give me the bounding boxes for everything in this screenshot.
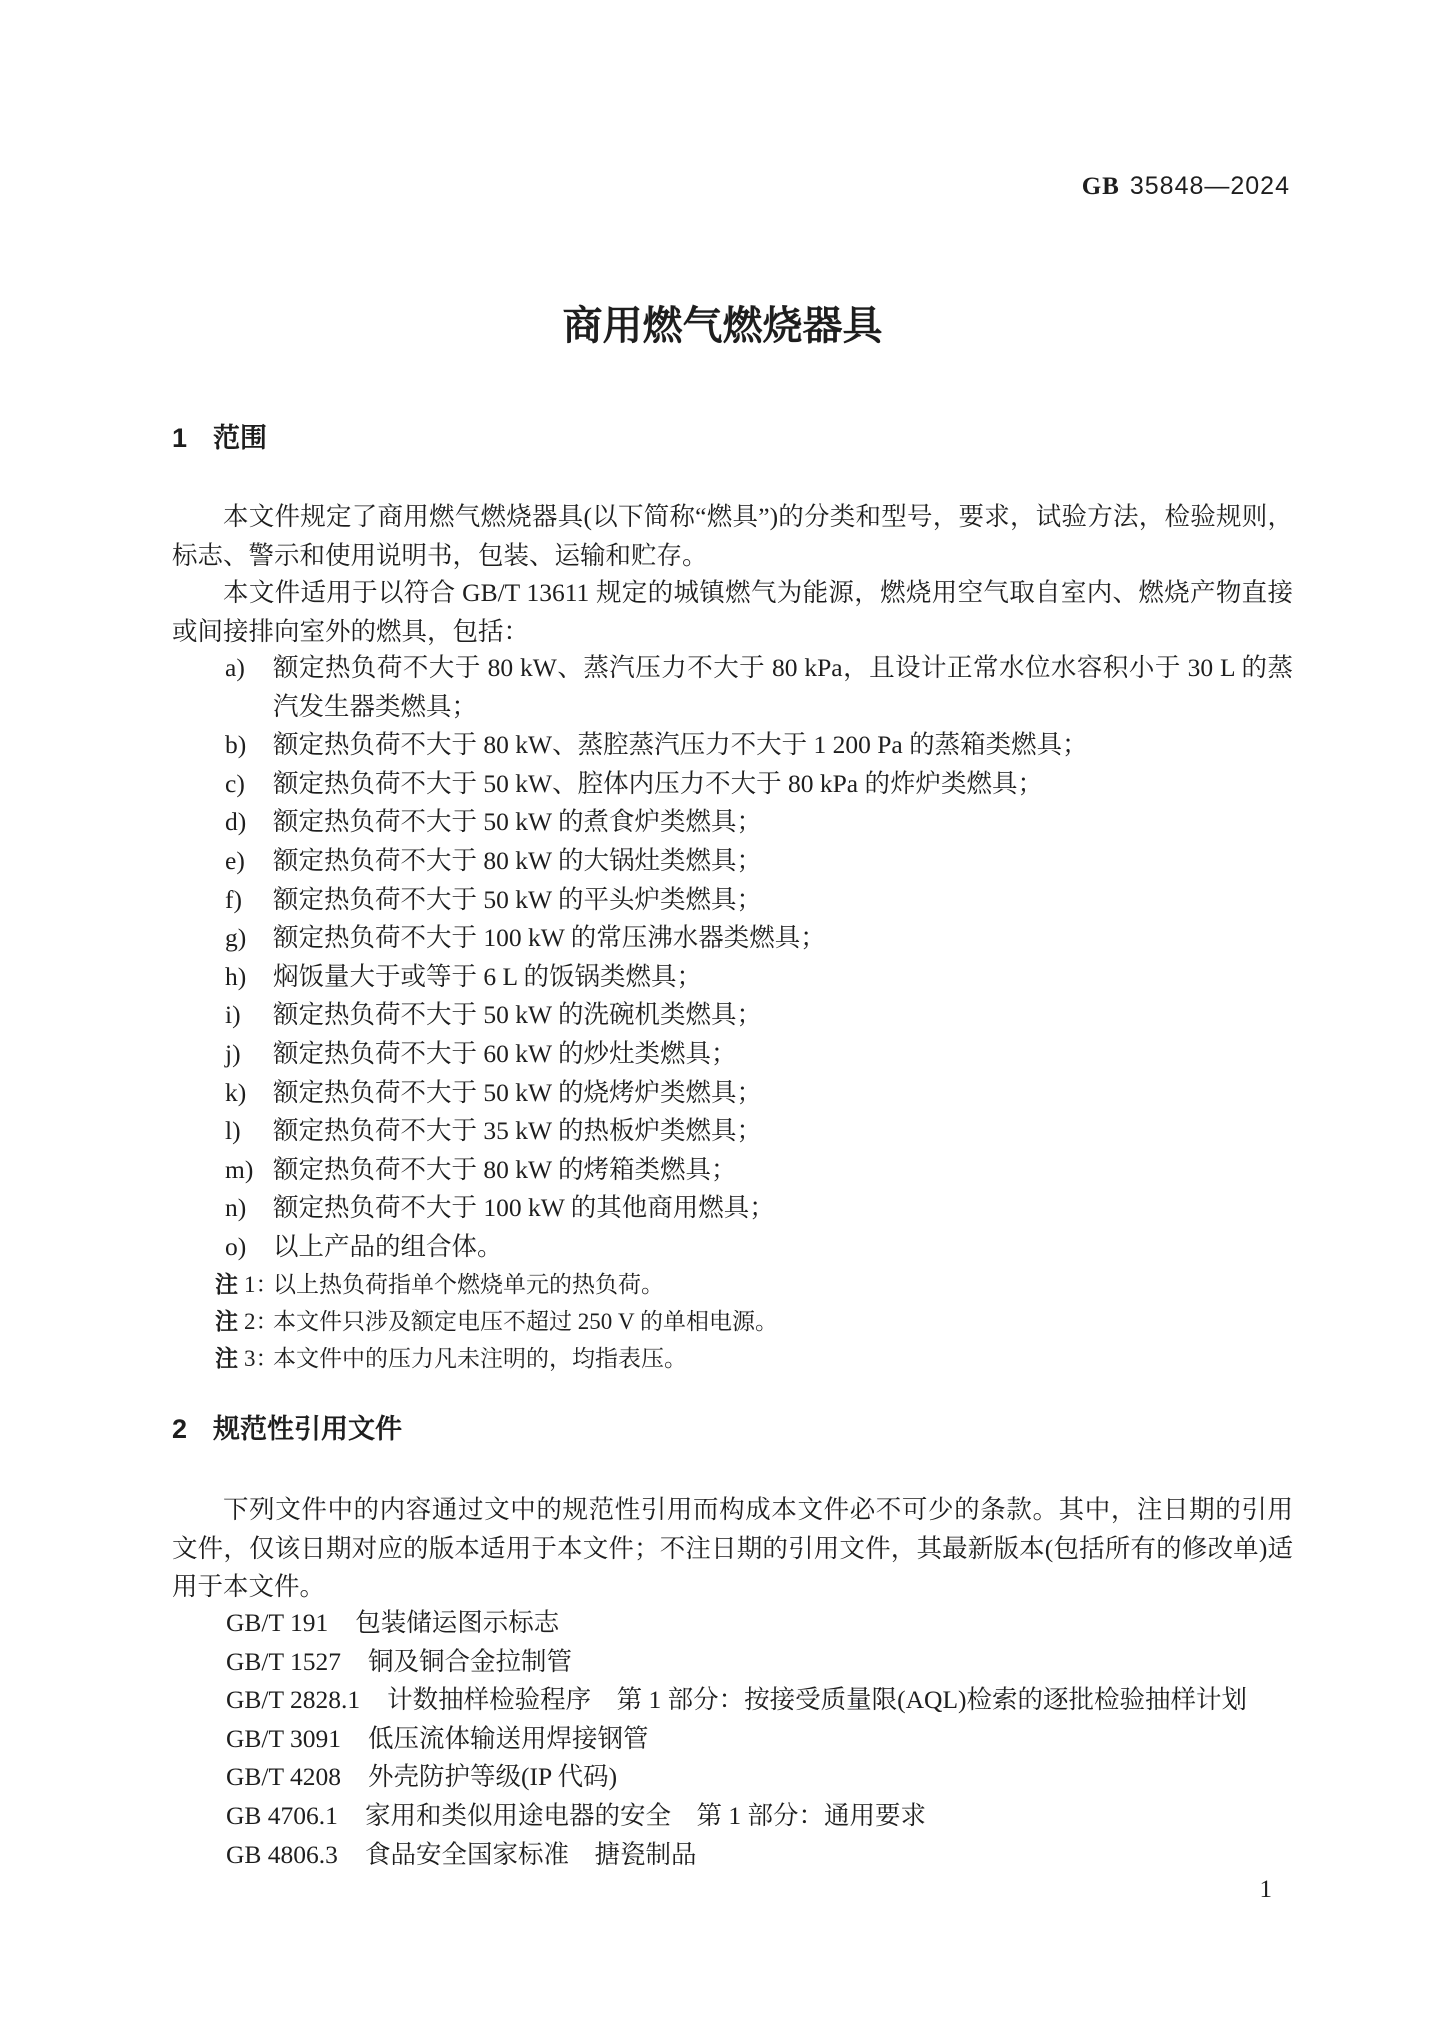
note-number: 2： (244, 1309, 279, 1334)
list-item-marker: g) (225, 923, 247, 953)
list-item (172, 1189, 1293, 1228)
note-text: 本文件中的压力凡未注明的，均指表压。 (273, 1346, 687, 1371)
note-label (215, 1266, 279, 1303)
reference-title: 计数抽样检验程序 第 1 部分：按接受质量限(AQL)检索的逐批检验抽样计划 (387, 1685, 1248, 1715)
reference-title: 家用和类似用途电器的安全 第 1 部分：通用要求 (364, 1800, 926, 1830)
list-item (172, 842, 1293, 881)
reference-code: GB 4806.3 (226, 1839, 338, 1869)
list-item-text: 额定热负荷不大于 50 kW 的洗碗机类燃具； (273, 1000, 762, 1030)
list-item (172, 649, 1293, 726)
list-item-text: 额定热负荷不大于 50 kW 的平头炉类燃具； (273, 884, 762, 914)
list-item-text: 额定热负荷不大于 50 kW 的煮食炉类燃具； (273, 807, 762, 837)
list-item-text: 额定热负荷不大于 80 kW 的大锅灶类燃具； (273, 845, 762, 875)
note-text: 本文件只涉及额定电压不超过 250 V 的单相电源。 (273, 1309, 778, 1334)
reference-title: 外壳防护等级(IP 代码) (368, 1762, 618, 1792)
list-item-marker: e) (225, 845, 245, 875)
section-1-title: 范围 (213, 423, 268, 453)
list-item-text: 额定热负荷不大于 80 kW、蒸腔蒸汽压力不大于 1 200 Pa 的蒸箱类燃具； (273, 730, 1088, 760)
reference-code: GB/T 2828.1 (226, 1685, 361, 1715)
list-item-text: 额定热负荷不大于 50 kW 的烧烤炉类燃具； (273, 1077, 762, 1107)
note (172, 1340, 1293, 1377)
references-list (172, 1604, 1293, 1874)
note-mark: 注 (215, 1308, 238, 1334)
standard-code-prefix: GB (1081, 173, 1120, 200)
list-item-marker: d) (225, 807, 247, 837)
list-item-marker: i) (225, 1000, 241, 1030)
list-item (172, 996, 1293, 1035)
note-mark: 注 (215, 1345, 238, 1371)
list-item (172, 803, 1293, 842)
section-2-number: 2 (172, 1414, 188, 1444)
list-item-marker: l) (225, 1116, 241, 1146)
list-item (172, 919, 1293, 958)
reference-code: GB/T 191 (226, 1608, 329, 1637)
standard-code-number: 35848—2024 (1129, 172, 1290, 200)
reference-title: 食品安全国家标准 搪瓷制品 (364, 1839, 697, 1869)
document-title: 商用燃气燃烧器具 (562, 304, 883, 348)
note-mark: 注 (215, 1271, 238, 1297)
note-text: 以上热负荷指单个燃烧单元的热负荷。 (273, 1272, 664, 1297)
reference-code: GB/T 4208 (226, 1762, 341, 1792)
note (172, 1266, 1293, 1303)
page-number: 1 (1259, 1876, 1272, 1903)
list-item (172, 726, 1293, 765)
list-item (172, 1035, 1293, 1074)
list-item-text: 以上产品的组合体。 (273, 1231, 503, 1261)
scope-list (172, 649, 1293, 1267)
list-item (172, 1074, 1293, 1113)
list-item (172, 958, 1293, 997)
list-item-text: 额定热负荷不大于 35 kW 的热板炉类燃具； (273, 1116, 762, 1146)
list-item-text: 额定热负荷不大于 60 kW 的炒灶类燃具； (273, 1038, 737, 1068)
list-item-text: 额定热负荷不大于 50 kW、腔体内压力不大于 80 kPa 的炸炉类燃具； (273, 768, 1043, 798)
reference-item (172, 1720, 1293, 1759)
list-item-text: 额定热负荷不大于 100 kW 的常压沸水器类燃具； (273, 923, 826, 953)
list-item-marker: c) (225, 768, 245, 798)
section-2-heading (172, 1414, 1293, 1444)
note-number: 1： (244, 1272, 279, 1297)
list-item-marker: o) (225, 1231, 247, 1261)
reference-code: GB 4706.1 (226, 1800, 338, 1830)
list-item-marker: m) (225, 1154, 254, 1184)
reference-title: 低压流体输送用焊接钢管 (368, 1723, 649, 1753)
notes-block (172, 1266, 1293, 1377)
reference-code: GB/T 3091 (226, 1723, 341, 1753)
list-item-text: 额定热负荷不大于 80 kW 的烤箱类燃具； (273, 1154, 737, 1184)
list-item (172, 765, 1293, 804)
list-item-marker: j) (225, 1038, 241, 1068)
list-item-marker: h) (225, 961, 247, 991)
reference-item (172, 1758, 1293, 1797)
section-1-heading (172, 423, 1293, 453)
reference-code: GB/T 1527 (226, 1646, 341, 1676)
reference-item (172, 1836, 1293, 1875)
reference-item (172, 1604, 1293, 1643)
list-item-marker: b) (225, 730, 247, 760)
list-item-text: 额定热负荷不大于 80 kW、蒸汽压力不大于 80 kPa，且设计正常水位水容积小于 30 L 的蒸汽发生器类燃具； (273, 653, 1293, 721)
list-item (172, 1151, 1293, 1190)
reference-item (172, 1681, 1293, 1720)
list-item-marker: n) (225, 1193, 247, 1223)
list-item-marker: k) (225, 1077, 247, 1107)
scope-paragraph-2: 本文件适用于以符合 GB/T 13611 规定的城镇燃气为能源，燃烧用空气取自室内、燃烧产物直接或间接排向室外的燃具，包括： (172, 578, 1293, 646)
scope-paragraph-1: 本文件规定了商用燃气燃烧器具(以下简称“燃具”)的分类和型号，要求，试验方法，检验规则，标志、警示和使用说明书，包装、运输和贮存。 (172, 502, 1293, 570)
standard-code (1082, 172, 1290, 201)
list-item-marker: f) (225, 884, 242, 914)
reference-item (172, 1797, 1293, 1836)
note-label (215, 1303, 279, 1340)
list-item (172, 881, 1293, 920)
list-item-text: 额定热负荷不大于 100 kW 的其他商用燃具； (273, 1193, 775, 1223)
list-item-marker: a) (225, 653, 245, 682)
reference-title: 铜及铜合金拉制管 (368, 1646, 573, 1676)
section-1-number: 1 (172, 423, 188, 453)
note (172, 1303, 1293, 1340)
section-2-title: 规范性引用文件 (213, 1414, 403, 1444)
list-item (172, 1112, 1293, 1151)
list-item-text: 焖饭量大于或等于 6 L 的饭锅类燃具； (273, 961, 703, 991)
references-paragraph: 下列文件中的内容通过文中的规范性引用而构成本文件必不可少的条款。其中，注日期的引用文件，仅该日期对应的版本适用于本文件；不注日期的引用文件，其最新版本(包括所有的修改单)适用于本文件。 (172, 1495, 1293, 1602)
list-item (172, 1228, 1293, 1267)
note-number: 3： (244, 1346, 279, 1371)
reference-item (172, 1643, 1293, 1682)
reference-title: 包装储运图示标志 (355, 1608, 560, 1637)
note-label (215, 1340, 279, 1377)
